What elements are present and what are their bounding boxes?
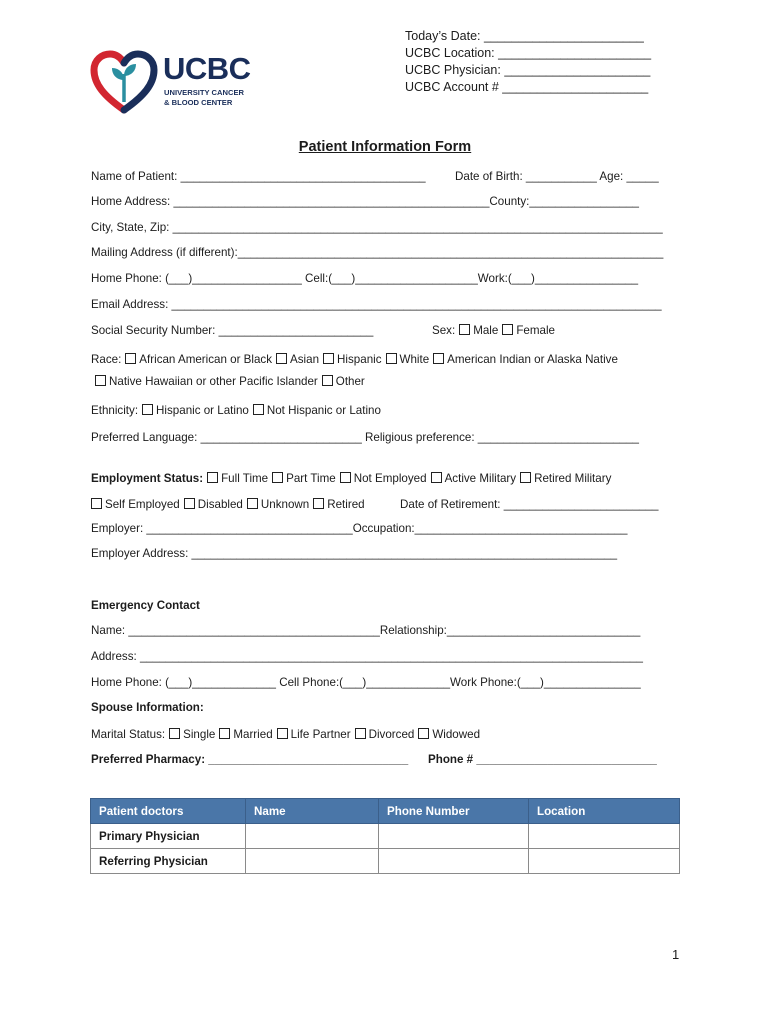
race-options-line1: Race: African American or Black Asian Hispanic White American Indian or Alaska Native: [91, 353, 618, 366]
logo-subtitle-line1: UNIVERSITY CANCER: [164, 88, 245, 97]
checkbox-disabled[interactable]: [184, 498, 195, 509]
referring-physician-name-cell[interactable]: [246, 849, 379, 874]
mailing-address-field[interactable]: Mailing Address (if different):__________________________________________________________________: [91, 246, 664, 259]
checkbox-married[interactable]: [219, 728, 230, 739]
checkbox-self-employed[interactable]: [91, 498, 102, 509]
ucbc-location-field[interactable]: UCBC Location: ______________________: [405, 46, 652, 60]
checkbox-female[interactable]: [502, 324, 513, 335]
row-label-primary-physician: Primary Physician: [91, 824, 246, 849]
col-header-patient-doctors: Patient doctors: [91, 799, 246, 824]
table-row: [91, 849, 680, 874]
checkbox-race-african-american[interactable]: [125, 353, 136, 364]
emergency-address-field[interactable]: Address: ______________________________________________________________________________: [91, 650, 643, 663]
sex-options: Sex: Male Female: [432, 324, 556, 337]
retirement-date-field[interactable]: Date of Retirement: ________________________: [400, 498, 659, 511]
race-label: Race:: [91, 353, 122, 366]
employer-occupation-fields[interactable]: Employer: ________________________________Occupation:_________________________________: [91, 522, 628, 535]
ssn-field[interactable]: Social Security Number: ________________________: [91, 324, 374, 337]
checkbox-full-time[interactable]: [207, 472, 218, 483]
checkbox-race-white[interactable]: [386, 353, 397, 364]
row-label-referring-physician: Referring Physician: [91, 849, 246, 874]
checkbox-unknown[interactable]: [247, 498, 258, 509]
checkbox-male[interactable]: [459, 324, 470, 335]
emergency-phone-fields[interactable]: Home Phone: (___)_____________ Cell Phone:(___)_____________Work Phone:(___)_______________: [91, 676, 641, 689]
emergency-name-field[interactable]: Name: _______________________________________Relationship:______________________________: [91, 624, 641, 637]
primary-physician-name-cell[interactable]: [246, 824, 379, 849]
ucbc-account-field[interactable]: UCBC Account # _____________________: [405, 80, 649, 94]
sex-label: Sex:: [432, 324, 456, 337]
city-state-zip-field[interactable]: City, State, Zip: ____________________________________________________________________________: [91, 221, 663, 234]
race-options-line2: Native Hawaiian or other Pacific Islander Other: [91, 375, 365, 389]
checkbox-single[interactable]: [169, 728, 180, 739]
checkbox-race-american-indian[interactable]: [433, 353, 444, 364]
checkbox-divorced[interactable]: [355, 728, 366, 739]
marital-status-options: Marital Status: Single Married Life Partner Divorced Widowed: [91, 728, 481, 741]
heart-logo-icon: [90, 50, 158, 116]
checkbox-retired[interactable]: [313, 498, 324, 509]
ucbc-logo: [90, 50, 260, 116]
checkbox-widowed[interactable]: [418, 728, 429, 739]
referring-physician-location-cell[interactable]: [529, 849, 680, 874]
dob-age-field[interactable]: Date of Birth: ___________ Age: _____: [455, 170, 659, 183]
logo-subtitle-line2: & BLOOD CENTER: [164, 98, 233, 107]
ethnicity-options: Ethnicity: Hispanic or Latino Not Hispanic or Latino: [91, 404, 381, 417]
phone-fields[interactable]: Home Phone: (___)_________________ Cell:(___)___________________Work:(___)________________: [91, 272, 639, 285]
primary-physician-phone-cell[interactable]: [379, 824, 529, 849]
preferred-pharmacy-field[interactable]: Preferred Pharmacy: _______________________________: [91, 753, 409, 766]
spouse-info-heading: Spouse Information:: [91, 701, 204, 714]
logo-brand-text: UCBC: [163, 51, 251, 86]
email-field[interactable]: Email Address: ____________________________________________________________________________: [91, 298, 662, 311]
ethnicity-label: Ethnicity:: [91, 404, 139, 417]
employment-options-line2: Self Employed Disabled Unknown Retired: [87, 498, 365, 512]
checkbox-not-hispanic-latino[interactable]: [253, 404, 264, 415]
employer-address-field[interactable]: Employer Address: __________________________________________________________________: [91, 547, 618, 560]
checkbox-life-partner[interactable]: [277, 728, 288, 739]
language-religion-fields[interactable]: Preferred Language: _________________________ Religious preference: _________________________: [91, 431, 639, 444]
employment-label: Employment Status:: [91, 472, 204, 485]
marital-status-label: Marital Status:: [91, 728, 166, 741]
table-header-row: [91, 799, 680, 824]
pharmacy-phone-field[interactable]: Phone # ____________________________: [428, 753, 657, 766]
patient-name-field[interactable]: Name of Patient: ______________________________________: [91, 170, 426, 183]
primary-physician-location-cell[interactable]: [529, 824, 680, 849]
col-header-phone-number: Phone Number: [379, 799, 529, 824]
home-address-field[interactable]: Home Address: _________________________________________________County:_________________: [91, 195, 639, 208]
checkbox-race-native-hawaiian[interactable]: [95, 375, 106, 386]
checkbox-active-military[interactable]: [431, 472, 442, 483]
emergency-contact-heading: Emergency Contact: [91, 599, 200, 612]
checkbox-race-hispanic[interactable]: [323, 353, 334, 364]
checkbox-race-other[interactable]: [322, 375, 333, 386]
checkbox-not-employed[interactable]: [340, 472, 351, 483]
checkbox-retired-military[interactable]: [520, 472, 531, 483]
patient-doctors-table: [90, 798, 680, 874]
employment-options-line1: Employment Status: Full Time Part Time Not Employed Active Military Retired Military: [91, 472, 612, 485]
referring-physician-phone-cell[interactable]: [379, 849, 529, 874]
todays-date-field[interactable]: Today’s Date: _______________________: [405, 29, 644, 43]
checkbox-part-time[interactable]: [272, 472, 283, 483]
col-header-name: Name: [246, 799, 379, 824]
page-number: 1: [672, 947, 680, 962]
checkbox-race-asian[interactable]: [276, 353, 287, 364]
form-title: Patient Information Form: [298, 139, 472, 155]
header-info-block: [405, 28, 651, 96]
col-header-location: Location: [529, 799, 680, 824]
checkbox-hispanic-latino[interactable]: [142, 404, 153, 415]
ucbc-physician-field[interactable]: UCBC Physician: _____________________: [405, 63, 651, 77]
table-row: [91, 824, 680, 849]
